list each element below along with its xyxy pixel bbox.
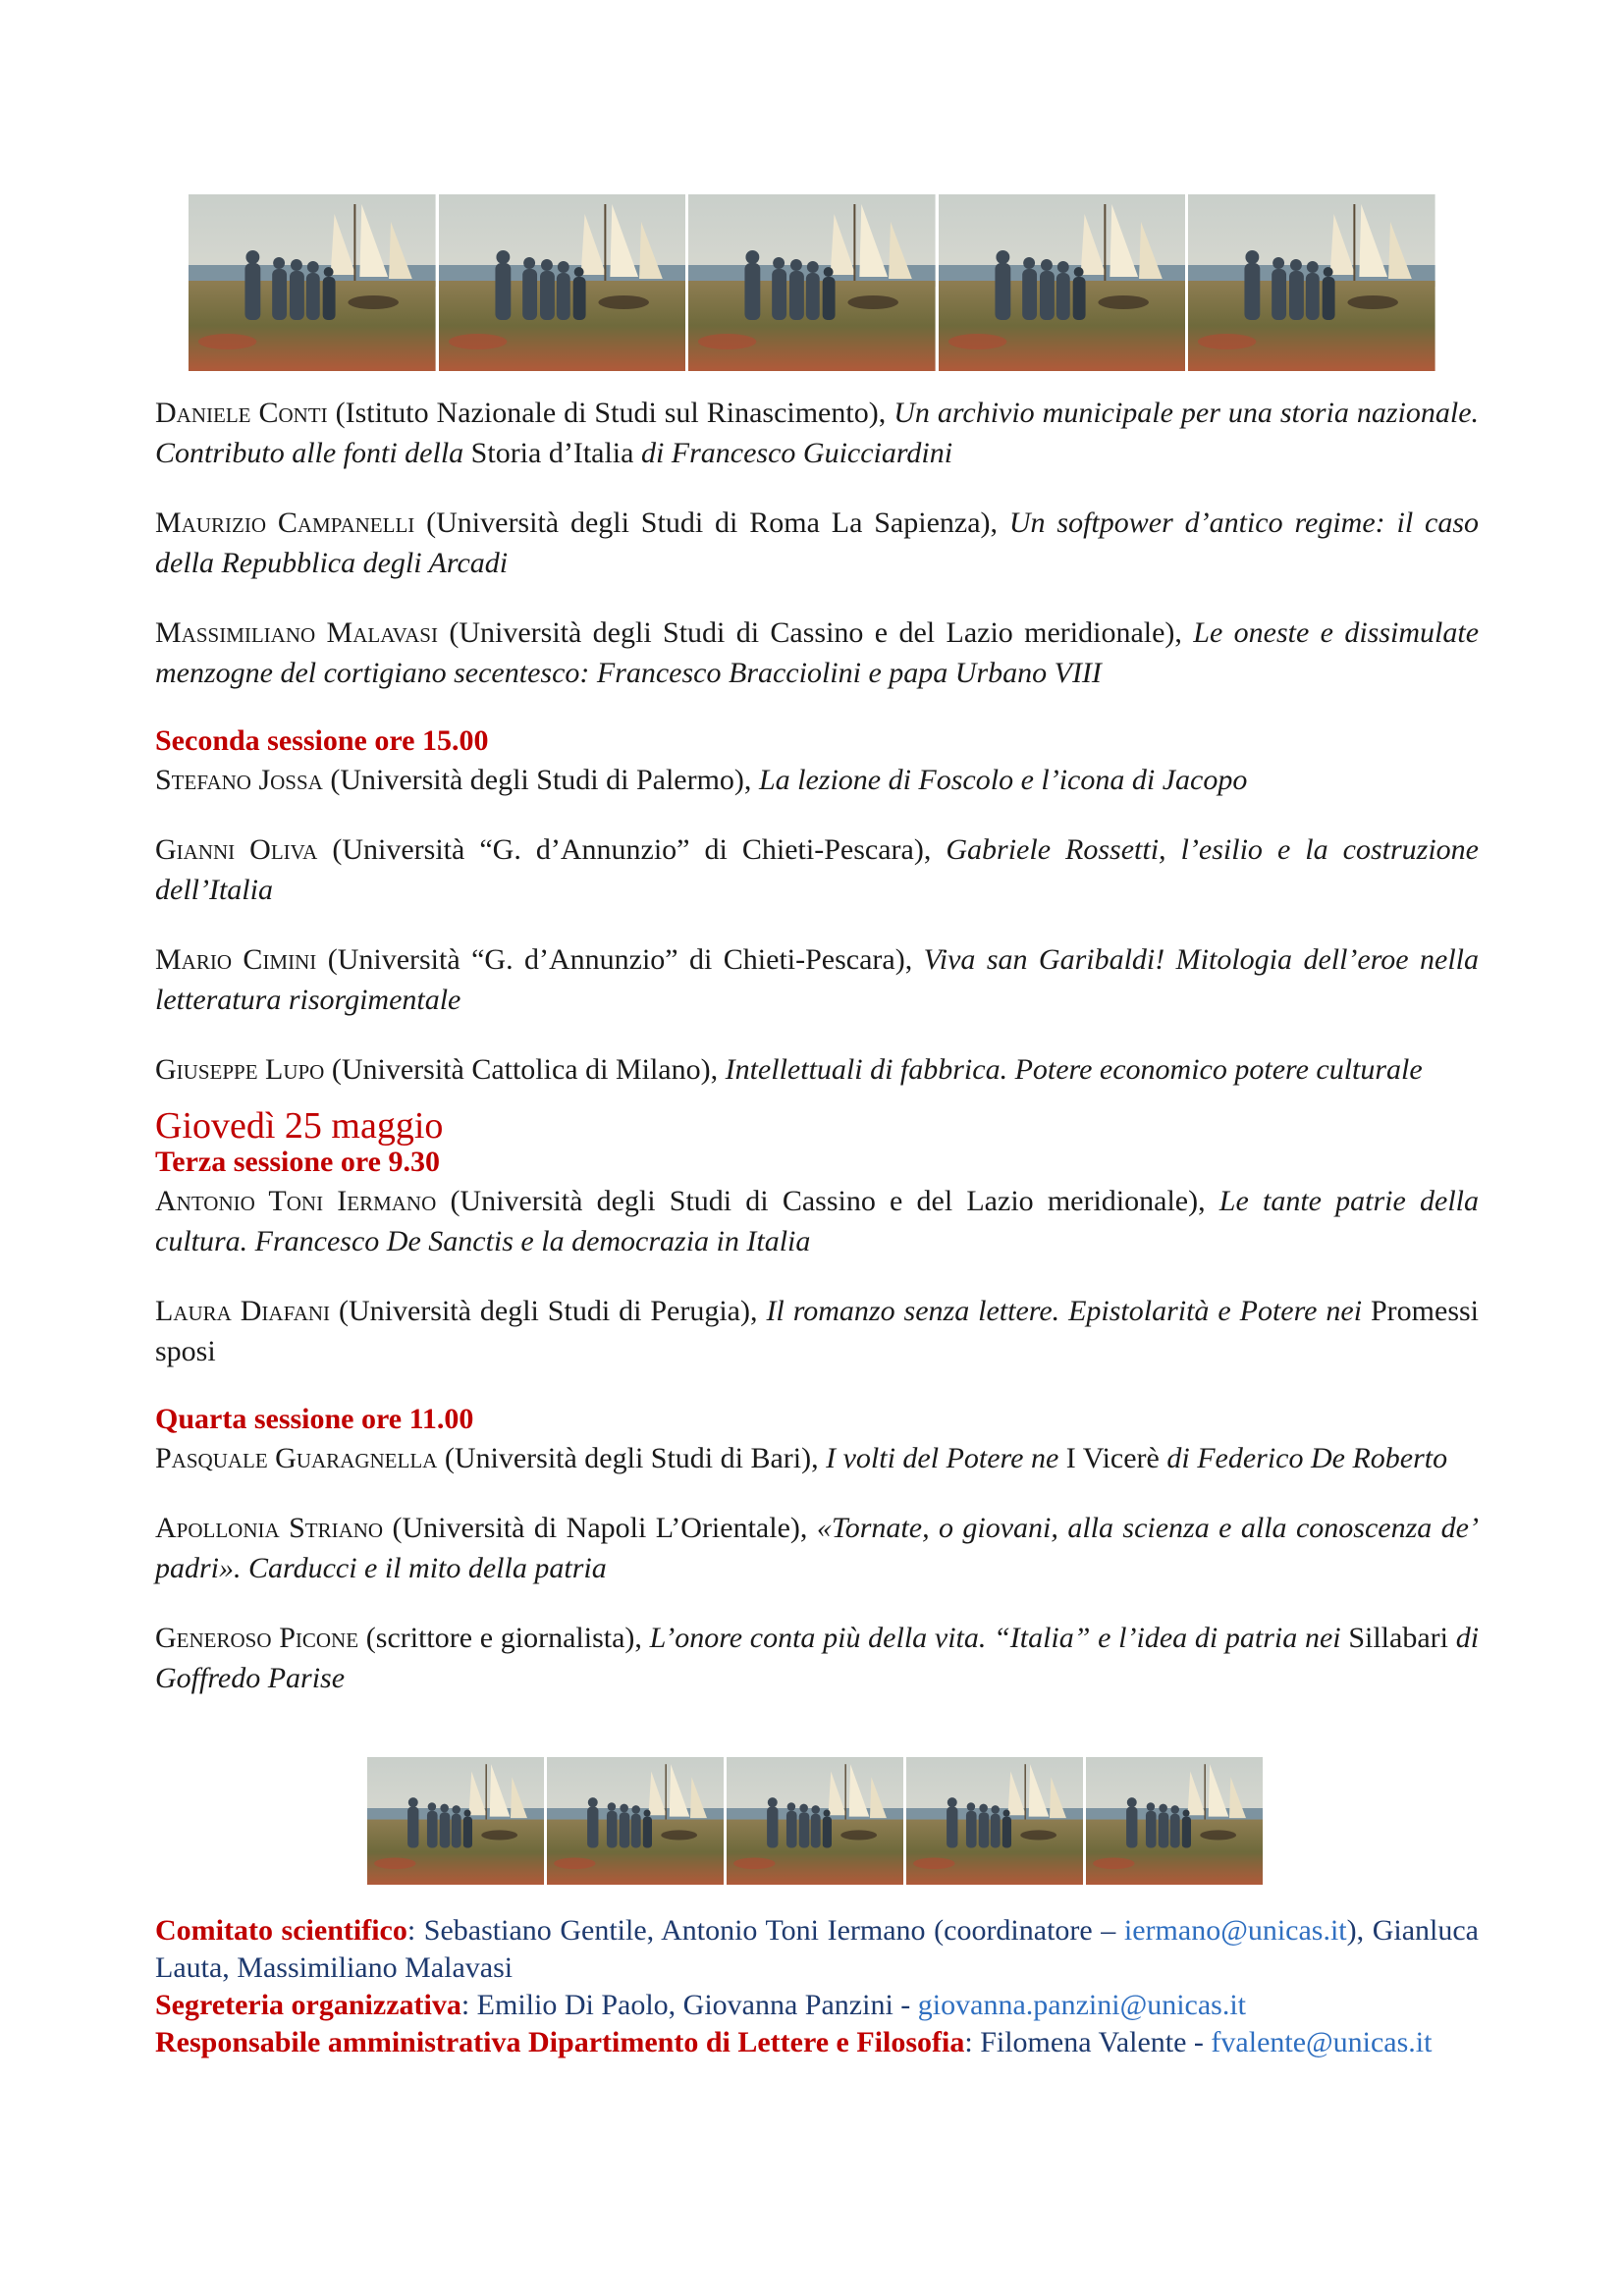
talk-title-work: Promessi sposi <box>155 1295 1480 1367</box>
fishermen-painting-icon <box>1188 194 1435 371</box>
speaker-name: Antonio Toni Iermano <box>155 1185 437 1217</box>
speaker-entry <box>155 1508 1479 1588</box>
talk-title: «Tornate, o giovani, alla scienza e alla conoscenza de’ padri». Carducci e il mito della patria <box>155 1512 1479 1584</box>
talk-title: Le tante patrie della cultura. Francesco De Sanctis e la democrazia in Italia <box>155 1185 1479 1257</box>
speaker-name: Gianni Oliva <box>155 833 318 866</box>
segreteria-label: Segreteria organizzativa <box>155 1989 461 2021</box>
talk-title: Un softpower d’antico regime: il caso della Repubblica degli Arcadi <box>155 507 1480 579</box>
responsabile-text: : Filomena Valente - <box>964 2026 1204 2058</box>
talk-title: Il romanzo senza lettere. Epistolarità e Potere nei <box>766 1295 1363 1327</box>
program-block-1 <box>155 393 1479 1119</box>
speaker-affiliation: (Università degli Studi di Perugia), <box>338 1295 758 1327</box>
talk-title-work: Sillabari <box>1348 1622 1448 1654</box>
speaker-name: Mario Cimini <box>155 943 317 976</box>
speaker-affiliation: (Università di Napoli L’Orientale), <box>392 1512 808 1544</box>
speaker-affiliation: (Università degli Studi di Roma La Sapienza), <box>426 507 999 539</box>
fishermen-painting-icon <box>688 194 939 371</box>
segreteria-text: : Emilio Di Paolo, Giovanna Panzini - <box>460 1989 911 2021</box>
talk-title: Le oneste e dissimulate menzogne del cortigiano secentesco: Francesco Bracciolini e papa Urbano VIII <box>155 616 1480 689</box>
top-banner <box>189 194 1435 371</box>
comitato-line <box>155 1912 1479 1987</box>
speaker-entry <box>155 1618 1479 1698</box>
speaker-affiliation: (Università degli Studi di Cassino e del Lazio meridionale), <box>449 616 1182 649</box>
speaker-name: Maurizio Campanelli <box>155 507 415 539</box>
speaker-affiliation: (Università “G. d’Annunzio” di Chieti-Pescara), <box>332 833 932 866</box>
speaker-affiliation: (Università degli Studi di Bari), <box>444 1442 819 1474</box>
fishermen-painting-icon <box>939 194 1189 371</box>
segreteria-email-link[interactable]: giovanna.panzini@unicas.it <box>917 1989 1247 2021</box>
talk-title-end: di Goffredo Parise <box>155 1622 1480 1694</box>
speaker-name: Pasquale Guaragnella <box>155 1442 438 1474</box>
speaker-entry <box>155 939 1479 1020</box>
speaker-entry <box>155 613 1479 693</box>
fishermen-painting-icon <box>367 1757 547 1885</box>
talk-title: I volti del Potere ne <box>826 1442 1059 1474</box>
responsabile-label: Responsabile amministrativa Dipartimento di Lettere e Filosofia <box>155 2026 965 2058</box>
credits-block <box>155 1912 1479 2061</box>
speaker-affiliation: (scrittore e giornalista), <box>365 1622 642 1654</box>
speaker-name: Apollonia Striano <box>155 1512 384 1544</box>
segreteria-line <box>155 1987 1479 2024</box>
session-heading: Terza sessione ore 9.30 <box>155 1146 440 1178</box>
speaker-affiliation: (Università degli Studi di Palermo), <box>330 764 752 796</box>
speaker-name: Giuseppe Lupo <box>155 1053 325 1086</box>
talk-title: Gabriele Rossetti, l’esilio e la costruzione dell’Italia <box>155 833 1480 906</box>
comitato-email-link[interactable]: iermano@unicas.it <box>1123 1914 1347 1947</box>
speaker-entry <box>155 503 1479 583</box>
talk-title: L’onore conta più della vita. “Italia” e l’idea di patria nei <box>649 1622 1341 1654</box>
fishermen-painting-icon <box>439 194 689 371</box>
speaker-name: Laura Diafani <box>155 1295 331 1327</box>
speaker-affiliation: (Istituto Nazionale di Studi sul Rinascimento), <box>335 397 887 429</box>
speaker-entry <box>155 1438 1479 1478</box>
fishermen-painting-icon <box>547 1757 727 1885</box>
talk-title: Un archivio municipale per una storia nazionale. Contributo alle fonti della <box>155 397 1480 469</box>
fishermen-painting-icon <box>1086 1757 1263 1885</box>
speaker-name: Daniele Conti <box>155 397 328 429</box>
talk-title-work: Storia d’Italia <box>470 437 634 469</box>
bottom-banner <box>367 1757 1263 1885</box>
speaker-affiliation: (Università Cattolica di Milano), <box>331 1053 719 1086</box>
talk-title-end: di Federico De Roberto <box>1166 1442 1448 1474</box>
comitato-text-2: ), Gianluca Lauta, Massimiliano Malavasi <box>155 1914 1479 1984</box>
fishermen-painting-icon <box>189 194 439 371</box>
comitato-label: Comitato scientifico <box>155 1914 407 1947</box>
responsabile-line <box>155 2024 1479 2061</box>
fishermen-painting-icon <box>906 1757 1086 1885</box>
speaker-entry <box>155 1049 1479 1090</box>
talk-title: Viva san Garibaldi! Mitologia dell’eroe nella letteratura risorgimentale <box>155 943 1480 1016</box>
speaker-entry <box>155 1291 1479 1371</box>
talk-title: La lezione di Foscolo e l’icona di Jacopo <box>758 764 1248 796</box>
comitato-text: : Sebastiano Gentile, Antonio Toni Iermano (coordinatore – <box>406 1914 1116 1947</box>
speaker-name: Stefano Jossa <box>155 764 323 796</box>
speaker-entry <box>155 829 1479 910</box>
program-block-2 <box>155 1104 1479 1728</box>
speaker-entry <box>155 1181 1479 1261</box>
speaker-entry <box>155 760 1479 800</box>
talk-title-work: I Vicerè <box>1065 1442 1160 1474</box>
session-heading: Quarta sessione ore 11.00 <box>155 1403 474 1435</box>
talk-title: Intellettuali di fabbrica. Potere economico potere culturale <box>725 1053 1423 1086</box>
day-heading: Giovedì 25 maggio <box>155 1105 444 1147</box>
talk-title-end: di Francesco Guicciardini <box>640 437 953 469</box>
responsabile-email-link[interactable]: fvalente@unicas.it <box>1211 2026 1433 2058</box>
speaker-name: Generoso Picone <box>155 1622 359 1654</box>
speaker-name: Massimiliano Malavasi <box>155 616 438 649</box>
session-heading: Seconda sessione ore 15.00 <box>155 724 489 757</box>
speaker-affiliation: (Università “G. d’Annunzio” di Chieti-Pescara), <box>327 943 913 976</box>
speaker-affiliation: (Università degli Studi di Cassino e del Lazio meridionale), <box>450 1185 1206 1217</box>
speaker-entry <box>155 393 1479 473</box>
fishermen-painting-icon <box>727 1757 906 1885</box>
